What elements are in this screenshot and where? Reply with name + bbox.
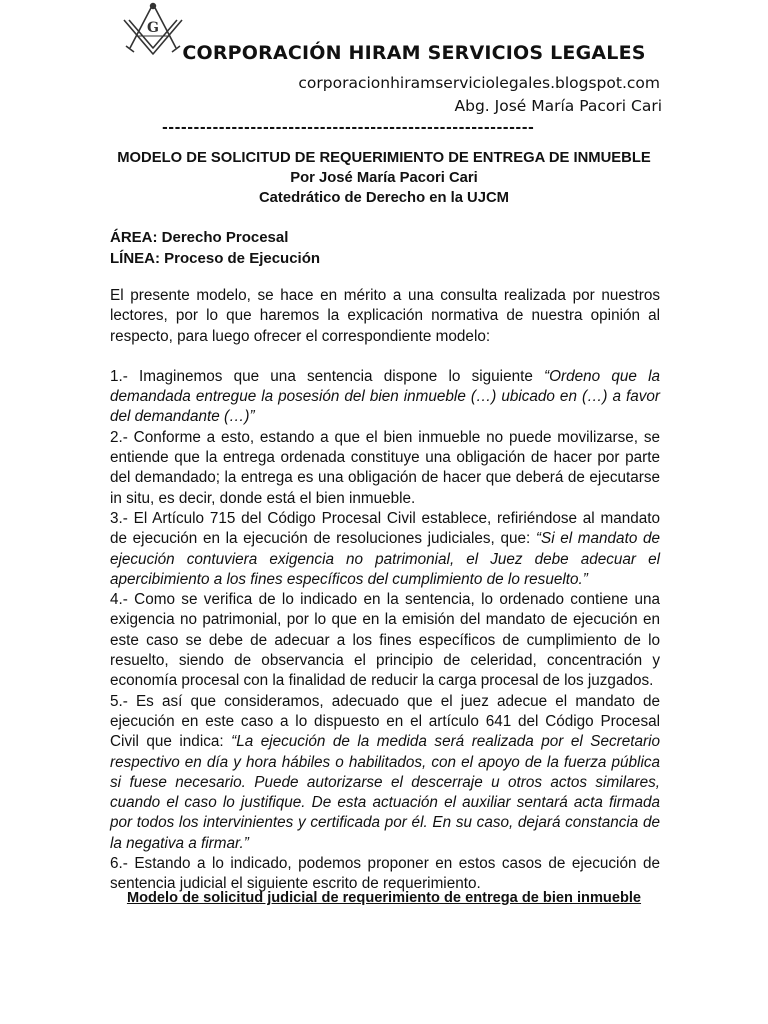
- document-author-role: Catedrático de Derecho en la UJCM: [259, 190, 509, 206]
- corporation-author: Abg. José María Pacori Cari: [454, 97, 662, 115]
- model-title: Modelo de solicitud judicial de requerimiento de entrega de bien inmueble: [126, 890, 642, 906]
- point-1-text: 1.- Imaginemos que una sentencia dispone lo siguiente: [110, 367, 545, 385]
- header-divider: -----------------------------------------------------------: [162, 120, 535, 136]
- area-label: ÁREA: Derecho Procesal: [110, 229, 289, 246]
- document-meta: [110, 227, 320, 269]
- point-1-quote: “Ordeno que la demandada entregue la posesión del bien inmueble (…) ubicado en (…) a favor del demandante (…)”: [110, 367, 660, 426]
- point-5: [110, 692, 660, 854]
- linea-label: LÍNEA: Proceso de Ejecución: [110, 250, 321, 267]
- intro-paragraph: El presente modelo, se hace en mérito a una consulta realizada por nuestros lectores, por lo que haremos la explicación normativa de nuestra opinión al respecto, para luego ofrecer el correspondiente modelo:: [110, 287, 660, 345]
- point-2: 2.- Conforme a esto, estando a que el bien inmueble no puede movilizarse, se entiende que la entrega ordenada constituye una obligación de hacer por parte del demandado; la entrega es una obligación de hacer que deberá de ejecutarse in situ, es decir, donde está el bien inmueble.: [110, 428, 660, 507]
- point-5-quote: “La ejecución de la medida será realizada por el Secretario respectivo en día y hora hábiles o habilitados, con el apoyo de la fuerza pública si fuese necesario. Puede autorizarse el descerraje u otros actos similares, cuando el caso lo justifique. De esta actuación el auxiliar sentará acta firmada por todos los intervinientes y certificada por él. En su caso, dejará constancia de la negativa a firmar.”: [110, 733, 660, 852]
- point-5-text: 5.- Es así que consideramos, adecuado que el juez adecue el mandato de ejecución en este caso a lo dispuesto en el artículo 641 del Código Procesal Civil que indica:: [110, 692, 660, 751]
- point-4: 4.- Como se verifica de lo indicado en la sentencia, lo ordenado contiene una exigencia no patrimonial, por lo que en la emisión del mandato de ejecución en este caso se debe de adecuar a los fines específicos de cumplimiento de lo resuelto, siendo de observancia el principio de celeridad, concentración y economía procesal con la finalidad de reducir la carga procesal de los juzgados.: [110, 591, 660, 690]
- point-1: [110, 367, 660, 428]
- svg-text:G: G: [147, 20, 159, 36]
- point-3-quote: “Si el mandato de ejecución contuviera exigencia no patrimonial, el Juez debe adecuar el apercibimiento a los fines específicos del cumplimiento de lo resuelto.”: [110, 530, 660, 588]
- document-body: [110, 286, 660, 895]
- corporation-name: CORPORACIÓN HIRAM SERVICIOS LEGALES: [182, 42, 646, 64]
- point-6: 6.- Estando a lo indicado, podemos proponer en estos casos de ejecución de sentencia judicial el siguiente escrito de requerimiento.: [110, 855, 660, 893]
- point-3-text: 3.- El Artículo 715 del Código Procesal Civil establece, refiriéndose al mandato de ejecución en la ejecución de resoluciones judiciales, que:: [110, 509, 660, 548]
- document-title: MODELO DE SOLICITUD DE REQUERIMIENTO DE ENTREGA DE INMUEBLE: [117, 150, 651, 166]
- document-byline: Por José María Pacori Cari: [290, 170, 478, 186]
- point-3: [110, 509, 660, 590]
- corporation-website: corporacionhiramserviciolegales.blogspot.com: [298, 74, 660, 92]
- document-heading: [0, 148, 768, 208]
